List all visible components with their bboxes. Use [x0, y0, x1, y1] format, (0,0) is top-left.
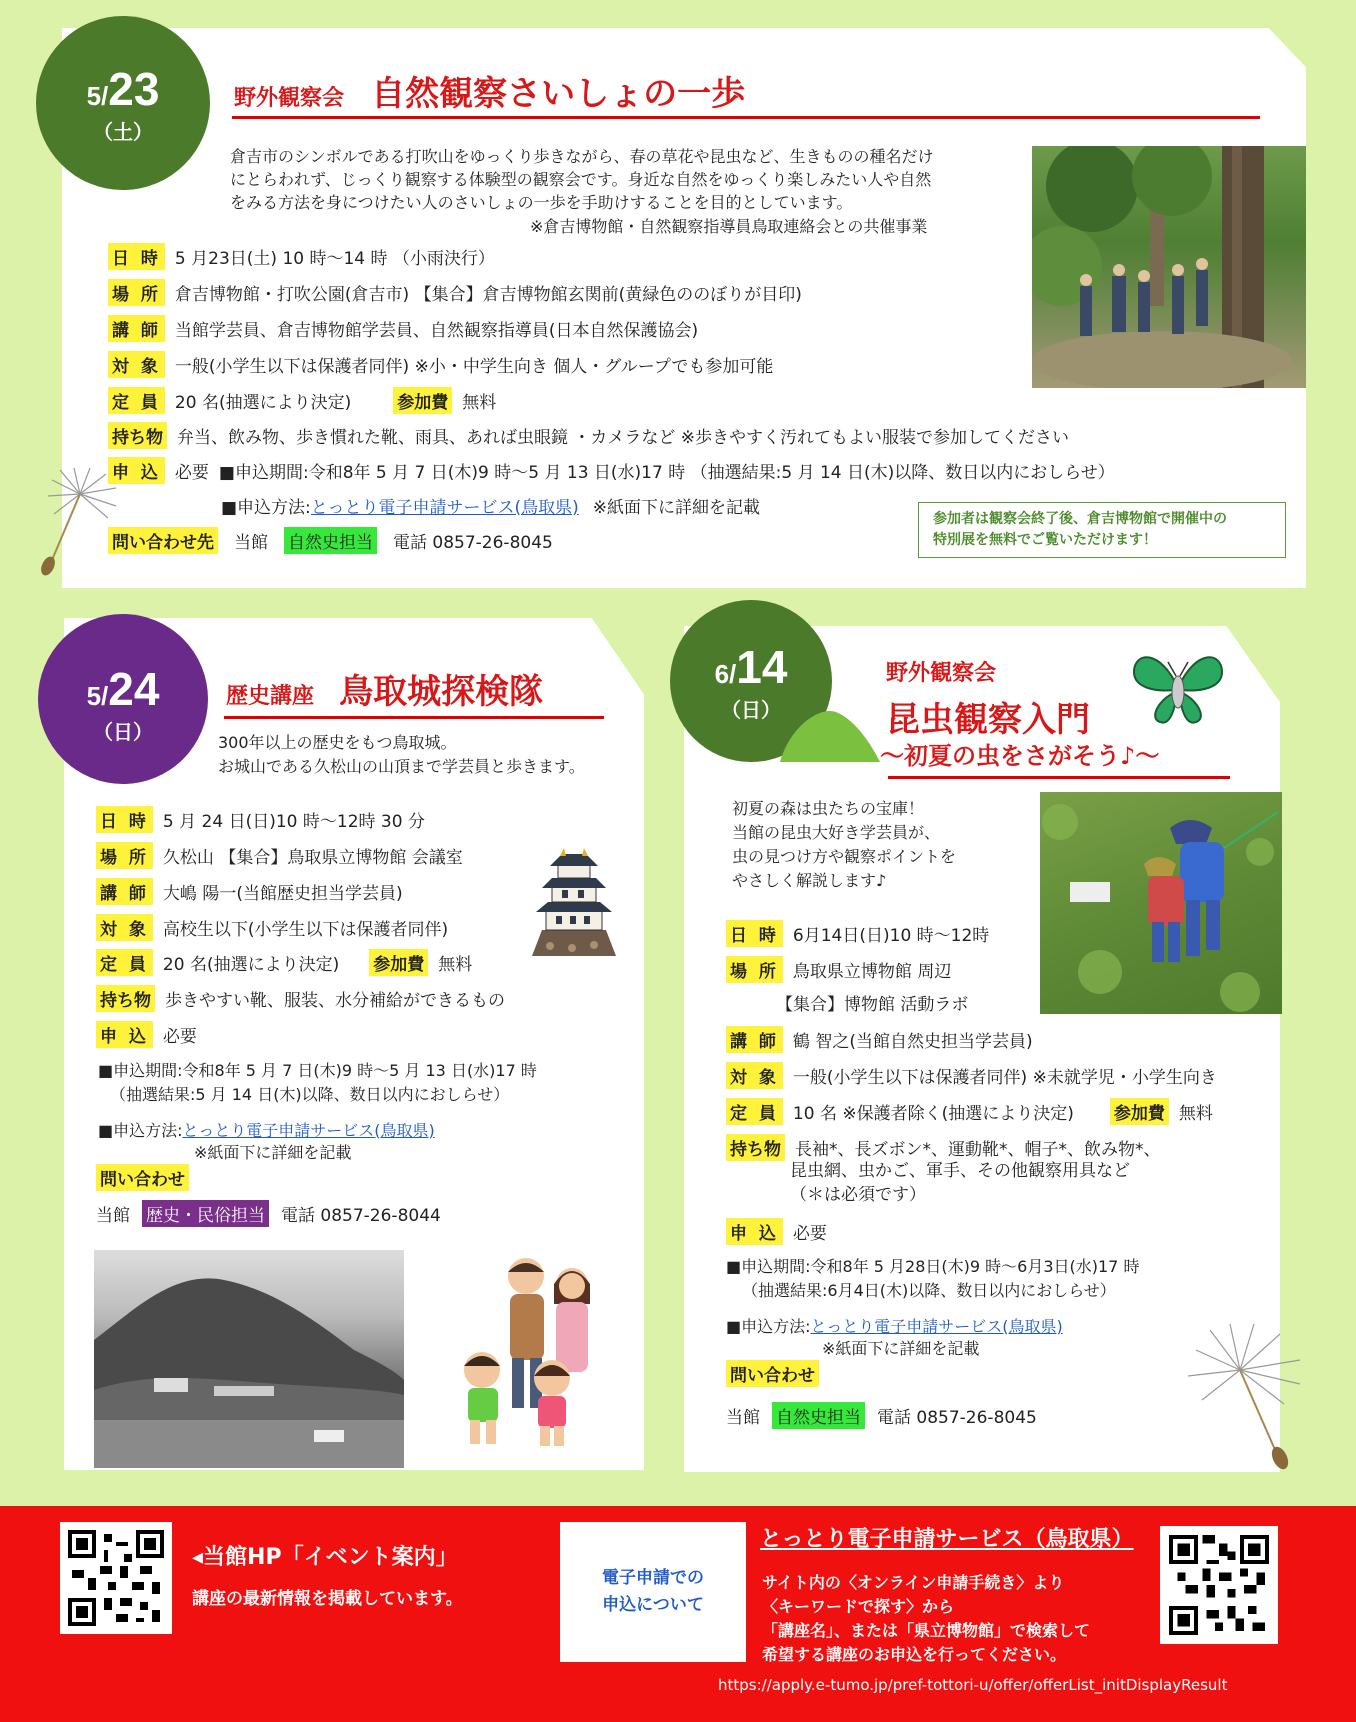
event1-date-value: 5 月23日(土) 10 時～14 時 （小雨決行） [174, 248, 495, 269]
event2-date-month: 5/ [86, 681, 109, 711]
event2-desc-1: 300年以上の歴史をもつ鳥取城。 [218, 733, 457, 752]
event3-place-sub: 【集合】博物館 活動ラボ [776, 995, 969, 1015]
event2-row-capacity [96, 949, 472, 975]
event3-title-underline [888, 776, 1230, 779]
event2-period-1: ■申込期間:令和8年 5 月 7 日(木)9 時～5 月 13 日(水)17 時 [98, 1061, 537, 1080]
event3-row-items [726, 1134, 1161, 1160]
event3-method-link[interactable]: とっとり電子申請サービス(鳥取県) [810, 1316, 1063, 1336]
event3-target-label: 対 象 [726, 1062, 783, 1089]
event2-castle-photo [94, 1250, 404, 1468]
green-hill-icon [780, 706, 880, 762]
event3-period-2: （抽選結果:6月4日(木)以降、数日以内におしらせ） [742, 1281, 1116, 1300]
event1-row-lecturer [108, 315, 698, 341]
event1-method-link[interactable]: とっとり電子申請サービス(鳥取県) [310, 497, 579, 518]
event2-method-prefix: ■申込方法: [98, 1120, 183, 1140]
event3-place-label: 場 所 [726, 956, 783, 983]
event3-row-target [726, 1062, 1217, 1088]
event3-name: 昆虫観察入門 [886, 700, 1090, 740]
event3-method-note: ※紙面下に詳細を記載 [822, 1339, 980, 1358]
event2-capacity-label: 定 員 [96, 949, 153, 976]
event2-row-contact [96, 1200, 441, 1226]
event2-kind: 歴史講座 [226, 684, 315, 709]
event3-kind: 野外観察会 [886, 661, 997, 686]
service-line-4: 希望する講座のお申込を行ってください。 [762, 1645, 1067, 1664]
event3-contact-tel: 電話 0857-26-8045 [877, 1407, 1037, 1428]
event1-desc-1: 倉吉市のシンボルである打吹山をゆっくり歩きながら、春の草花や昆虫など、生きものの種名だけ [230, 147, 934, 166]
event3-lecturer-value: 鶴 智之(当館自然史担当学芸員) [792, 1031, 1033, 1052]
event1-desc-3: をみる方法を身につけたい人のさいしょの一歩を手助けすることを目的としています。 [230, 193, 853, 212]
event3-items-value-2: 昆虫網、虫かご、軍手、その他観察用具など [790, 1161, 1130, 1181]
e-apply-box-line2: 申込について [602, 1595, 704, 1615]
event3-desc-1: 初夏の森は虫たちの宝庫！ [732, 799, 925, 818]
event1-apply-value: 必要 [174, 462, 209, 483]
event3-weekday: （日） [721, 700, 781, 722]
event1-row-contact [108, 527, 553, 553]
event2-contact-dept: 歴史・民俗担当 [142, 1200, 269, 1227]
event3-fee-label: 参加費 [1110, 1098, 1169, 1125]
event3-apply-value: 必要 [792, 1223, 827, 1244]
event1-contact-label: 問い合わせ先 [108, 527, 218, 554]
event3-subtitle: ～初夏の虫をさがそう♪～ [880, 742, 1160, 770]
event1-items-value: 弁当、飲み物、歩き慣れた靴、雨具、あれば虫眼鏡 ・カメラなど ※歩きやすく汚れてもよい服装で参加してください [177, 427, 1070, 448]
event1-target-value: 一般(小学生以下は保護者同伴) ※小・中学生向き 個人・グループでも参加可能 [174, 356, 774, 377]
event1-place-value: 倉吉博物館・打吹公園(倉吉市) 【集合】倉吉博物館玄関前(黄緑色ののぼりが目印) [174, 284, 802, 305]
event2-target-value: 高校生以下(小学生以下は保護者同伴) [162, 919, 449, 940]
event2-row-target [96, 914, 448, 940]
event2-method-note: ※紙面下に詳細を記載 [194, 1143, 352, 1162]
event3-lecturer-label: 講 師 [726, 1026, 783, 1053]
event3-desc-3: 虫の見つけ方や観察ポイントを [732, 847, 957, 866]
event2-apply-label: 申 込 [96, 1021, 153, 1048]
service-title[interactable] [760, 1522, 1172, 1553]
hp-qr-code[interactable] [60, 1522, 172, 1634]
event1-note-box [918, 502, 1286, 558]
event1-row-target [108, 351, 773, 377]
event2-fee-value: 無料 [438, 954, 473, 975]
event3-row-apply [726, 1218, 827, 1244]
event1-method-note: ※紙面下に詳細を記載 [592, 497, 760, 518]
family-illustration [448, 1250, 618, 1450]
event2-row-items [96, 985, 505, 1011]
event1-row-items [108, 422, 1069, 448]
event1-method-prefix: ■申込方法: [221, 497, 311, 518]
event2-date-day: 24 [108, 663, 160, 715]
event3-row-date [726, 920, 989, 946]
event1-note-line2: 特別展を無料でご覧いただけます！ [933, 532, 1157, 548]
e-apply-info-box [560, 1522, 746, 1662]
event3-fee-value: 無料 [1178, 1103, 1213, 1124]
event2-period-2: （抽選結果:5 月 14 日(木)以降、数日以内におしらせ） [110, 1085, 510, 1104]
event2-name: 鳥取城探検隊 [339, 672, 544, 712]
event2-weekday: （日） [93, 722, 153, 744]
service-qr-code[interactable] [1160, 1526, 1278, 1644]
event1-desc-4: ※倉吉博物館・自然観察指導員鳥取連絡会との共催事業 [530, 217, 928, 236]
event3-date-value: 6月14日(日)10 時～12時 [792, 925, 990, 946]
event3-items-label: 持ち物 [726, 1134, 785, 1161]
event2-contact-tel: 電話 0857-26-8044 [281, 1205, 441, 1226]
event2-row-method [98, 1116, 435, 1142]
service-url[interactable]: https://apply.e-tumo.jp/pref-tottori-u/offer/offerList_initDisplayResult [718, 1676, 1228, 1694]
event1-lecturer-value: 当館学芸員、倉吉博物館学芸員、自然観察指導員(日本自然保護協会) [174, 320, 699, 341]
dandelion-seed-icon-2 [1180, 1320, 1310, 1470]
event1-fee-value: 無料 [462, 392, 497, 413]
event2-lecturer-label: 講 師 [96, 878, 153, 905]
event3-items-value-3: （＊は必須です） [790, 1185, 926, 1205]
event3-contact-label: 問い合わせ [726, 1360, 819, 1387]
event1-desc-2: にとらわれず、じっくり観察する体験型の観察会です。身近な自然をゆっくり楽しみたい人や自然 [230, 170, 932, 189]
event1-target-label: 対 象 [108, 351, 165, 378]
event3-desc-4: やさしく解説します♪ [732, 871, 887, 890]
service-line-2: 〈キーワードで探す〉から [762, 1597, 955, 1616]
event2-row-lecturer [96, 878, 403, 904]
event2-title [226, 664, 543, 713]
event1-contact-dept: 自然史担当 [284, 527, 377, 554]
event2-date-value: 5 月 24 日(日)10 時～12時 30 分 [162, 811, 425, 832]
event1-row-capacity [108, 387, 496, 413]
event1-date-day: 23 [108, 63, 160, 115]
event1-date-label: 日 時 [108, 243, 165, 270]
event1-kind: 野外観察会 [234, 86, 345, 111]
event1-name: 自然観察さいしょの一歩 [371, 74, 746, 114]
event1-title [234, 66, 745, 115]
event1-weekday: （土） [93, 122, 153, 144]
event1-note-line1: 参加者は観察会終了後、倉吉博物館で開催中の [933, 511, 1227, 527]
event3-date-day: 14 [736, 641, 788, 693]
event3-date-month: 6/ [714, 659, 737, 689]
dandelion-seed-icon [30, 466, 120, 576]
event2-items-value: 歩きやすい靴、服装、水分補給ができるもの [165, 990, 505, 1011]
event2-target-label: 対 象 [96, 914, 153, 941]
event1-row-apply [108, 457, 1115, 483]
event2-date-badge [38, 614, 208, 784]
event2-place-label: 場 所 [96, 842, 153, 869]
event1-row-method [221, 492, 760, 518]
event2-row-place [96, 842, 463, 868]
event2-fee-label: 参加費 [369, 949, 428, 976]
event1-date-badge [36, 16, 210, 190]
event1-row-place [108, 279, 802, 305]
event3-period-1: ■申込期間:令和8年 5 月28日(木)9 時～6月3日(水)17 時 [726, 1257, 1140, 1276]
event1-row-date [108, 243, 495, 269]
event3-contact-org: 当館 [726, 1407, 760, 1428]
service-title-link[interactable]: とっとり電子申請サービス（鳥取県） [760, 1527, 1134, 1552]
event1-apply-label: 申 込 [108, 457, 165, 484]
event3-target-value: 一般(小学生以下は保護者同伴) ※未就学児・小学生向き [792, 1067, 1217, 1088]
hp-desc: 講座の最新情報を掲載しています。 [192, 1589, 463, 1609]
event3-row-contact-label [726, 1360, 819, 1386]
e-apply-box-line1: 電子申請での [602, 1568, 704, 1588]
event3-capacity-value: 10 名 ※保護者除く(抽選により決定) [792, 1103, 1074, 1124]
event2-desc-2: お城山である久松山の山頂まで学芸員と歩きます。 [218, 757, 585, 776]
event3-desc-2: 当館の昆虫大好き学芸員が、 [732, 823, 941, 842]
service-line-1: サイト内の〈オンライン申請手続き〉より [762, 1573, 1065, 1592]
event2-row-date [96, 806, 425, 832]
event2-contact-label: 問い合わせ [96, 1164, 189, 1191]
event3-insect-photo [1040, 792, 1282, 1014]
event2-title-underline [224, 716, 604, 719]
event2-capacity-value: 20 名(抽選により決定) [162, 954, 340, 975]
event3-row-contact [726, 1402, 1037, 1428]
event2-items-label: 持ち物 [96, 985, 155, 1012]
event1-lecturer-label: 講 師 [108, 315, 165, 342]
event3-items-value-1: 長袖*、長ズボン*、運動靴*、帽子*、飲み物*、 [795, 1139, 1161, 1160]
event3-capacity-label: 定 員 [726, 1098, 783, 1125]
event2-lecturer-value: 大嶋 陽一(当館歴史担当学芸員) [162, 883, 403, 904]
event3-row-capacity [726, 1098, 1213, 1124]
event2-contact-org: 当館 [96, 1205, 130, 1226]
event3-apply-label: 申 込 [726, 1218, 783, 1245]
event1-title-underline [232, 116, 1260, 119]
event3-contact-dept: 自然史担当 [772, 1402, 865, 1429]
event3-place-value: 鳥取県立博物館 周辺 [792, 961, 952, 982]
event2-method-link[interactable]: とっとり電子申請サービス(鳥取県) [182, 1120, 435, 1140]
event1-apply-period: ■申込期間:令和8年 5 月 7 日(木)9 時～5 月 13 日(水)17 時 （抽選結果:5 月 14 日(木)以降、数日以内におしらせ） [218, 462, 1115, 483]
event1-fee-label: 参加費 [393, 387, 452, 414]
event1-place-label: 場 所 [108, 279, 165, 306]
butterfly-icon [1130, 648, 1226, 728]
event1-contact-tel: 電話 0857-26-8045 [393, 532, 553, 553]
hp-title[interactable]: ◂当館HP「イベント案内」 [192, 1545, 458, 1570]
event3-row-lecturer [726, 1026, 1033, 1052]
event2-row-apply [96, 1021, 197, 1047]
event3-date-label: 日 時 [726, 920, 783, 947]
event1-items-label: 持ち物 [108, 422, 167, 449]
event1-forest-photo [1032, 146, 1306, 388]
event3-row-method [726, 1312, 1063, 1338]
event2-place-value: 久松山 【集合】鳥取県立博物館 会議室 [162, 847, 463, 868]
service-line-3: 「講座名」、または「県立博物館」で検索して [762, 1621, 1091, 1640]
event3-row-place [726, 956, 951, 982]
event2-date-label: 日 時 [96, 806, 153, 833]
event2-row-contact-label [96, 1164, 189, 1190]
event2-apply-value: 必要 [162, 1026, 197, 1047]
event1-capacity-label: 定 員 [108, 387, 165, 414]
event1-date-month: 5/ [86, 81, 109, 111]
event3-method-prefix: ■申込方法: [726, 1316, 811, 1336]
event1-capacity-value: 20 名(抽選により決定) [174, 392, 352, 413]
event1-contact-org: 当館 [234, 532, 268, 553]
castle-icon [522, 848, 626, 956]
